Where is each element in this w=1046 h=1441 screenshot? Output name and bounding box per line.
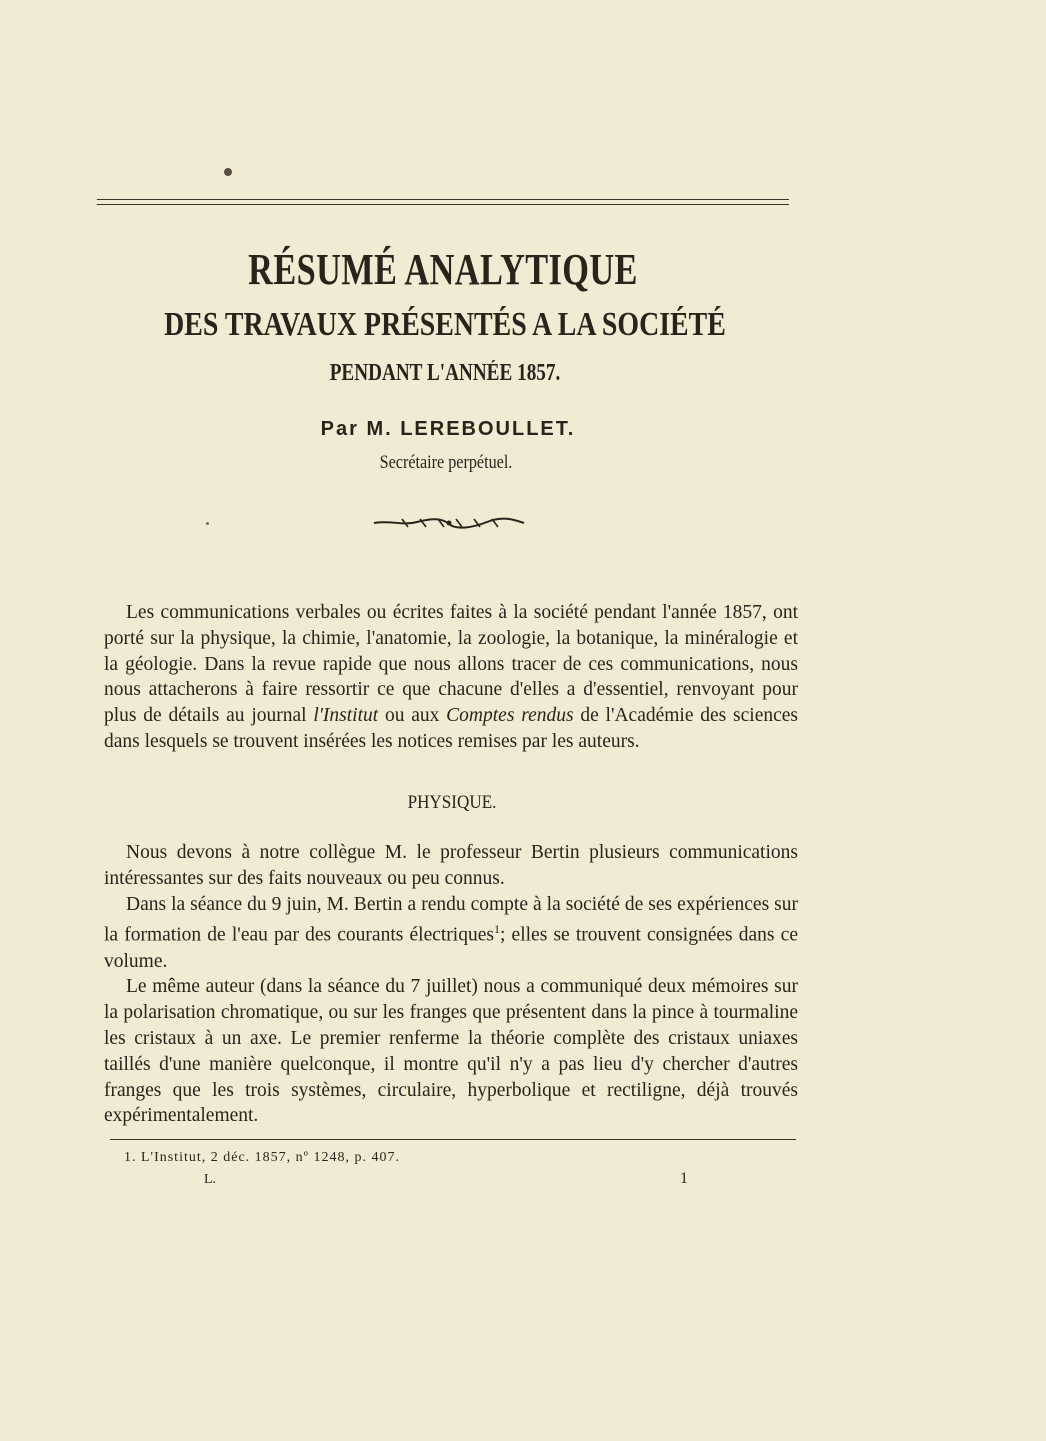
- author-line: Par M. LEREBOULLET.: [320, 418, 576, 440]
- signature-left: L.: [204, 1172, 217, 1187]
- author-role: Secrétaire perpétuel.: [379, 452, 513, 473]
- intro-paragraph: [104, 600, 798, 755]
- ink-speck: [224, 168, 232, 176]
- intro-text-b: ou aux: [378, 705, 447, 727]
- section-heading: PHYSIQUE.: [407, 792, 497, 813]
- paragraph-2-tail: ; elles se trouvent consignées dans ce volume.: [104, 924, 798, 972]
- title: RÉSUMÉ ANALYTIQUE: [248, 245, 638, 294]
- footnote: 1. L'Institut, 2 déc. 1857, nº 1248, p. 407.: [124, 1150, 401, 1165]
- comptes-title: Comptes rendus: [446, 705, 574, 727]
- intro-text-c: de l'Académie des sciences dans lesquels se trouvent insérées les notices remises par les auteurs.: [104, 705, 799, 752]
- journal-title: l'Institut: [313, 705, 379, 727]
- footnote-rule: [110, 1139, 796, 1140]
- signature-right: 1: [680, 1170, 688, 1187]
- stray-dot: [206, 522, 209, 525]
- year-line: PENDANT L'ANNÉE 1857.: [329, 360, 561, 386]
- ornament-divider-icon: [372, 516, 526, 530]
- paragraph-3: Le même auteur (dans la séance du 7 juillet) nous a communiqué deux mémoires sur la polarisation chromatique, ou sur les franges que présentent dans la pince à tourmaline les cristaux à un axe. Le premier renferme la théorie complète des cristaux uniaxes taillés d'une manière quelconque, il montre qu'il n'y a pas lieu d'y chercher d'autres franges que les trois systèmes, circulaire, hyperbolique et rectiligne, déjà trouvés expérimentalement.: [104, 976, 798, 1127]
- intro-text-a: Les communications verbales ou écrites faites à la société pendant l'année 1857, ont porté sur la physique, la chimie, l'anatomie, la zoologie, la botanique, la minéralogie et la géologie. Dans la revue rapide que nous allons tracer de ces communications, nous nous attacherons à faire ressortir ce que chacune d'elles a d'essentiel, renvoyant pour plus de détails au journal: [104, 602, 798, 727]
- paragraph-2-text: Dans la séance du 9 juin, M. Bertin a rendu compte à la société de ses expériences sur la formation de l'eau par des courants électriques: [104, 893, 798, 946]
- subtitle: DES TRAVAUX PRÉSENTÉS A LA SOCIÉTÉ: [164, 306, 726, 343]
- paragraph-2: [104, 892, 798, 975]
- header-double-rule: [97, 199, 789, 205]
- paragraph-1: Nous devons à notre collègue M. le professeur Bertin plusieurs communications intéressantes sur des faits nouveaux ou peu connus.: [104, 842, 798, 889]
- physique-paragraphs: [104, 840, 798, 1129]
- footnote-mark: 1: [493, 922, 500, 937]
